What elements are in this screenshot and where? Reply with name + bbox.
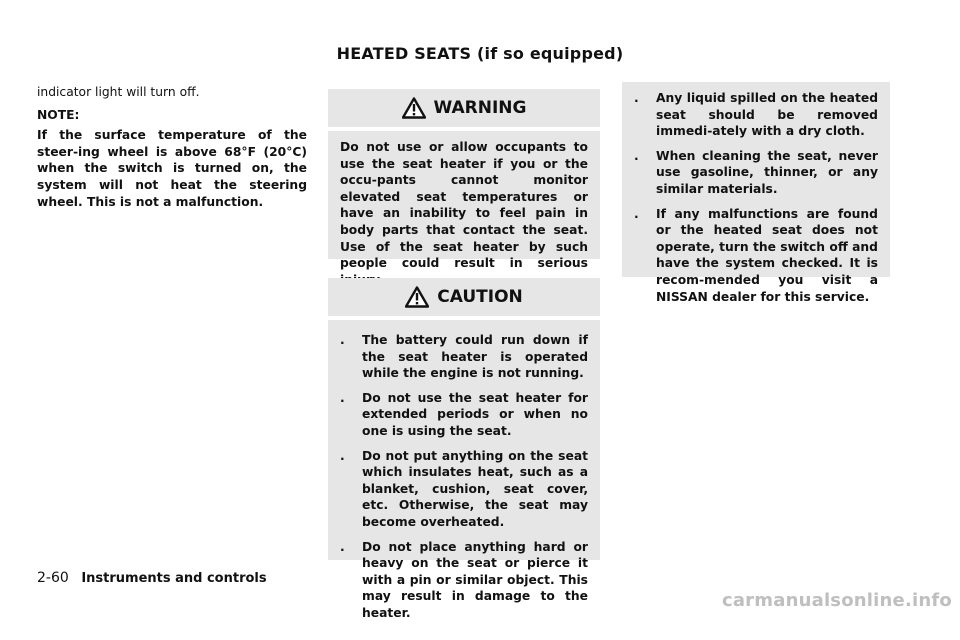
continuation-text: indicator light will turn off. — [37, 85, 200, 99]
caution-triangle-icon — [405, 286, 429, 308]
caution-header — [328, 278, 600, 316]
warning-item: . Any liquid spilled on the heated seat should be removed immedi-ately with a dry cloth. — [634, 91, 878, 139]
warning-item: . When cleaning the seat, never use gasoline, thinner, or any similar materials. — [634, 148, 878, 196]
warning-header — [328, 89, 600, 127]
warning-title: WARNING — [433, 98, 527, 118]
watermark: carmanualsonline.info — [721, 590, 952, 611]
page-number: 2-60 — [37, 570, 69, 586]
warning-item: . If any malfunctions are found or the heated seat does not operate, turn the switch off and have the system checked. It is recom-mended you visit a NISSAN dealer for this service. — [634, 206, 878, 304]
caution-box — [328, 278, 600, 620]
caution-title: CAUTION — [437, 287, 523, 307]
note-text: If the surface temperature of the steer-ing wheel is above 68°F (20°C) when the switch is turned on, the system will not heat the steering wheel. This is not a malfunction. — [37, 128, 307, 209]
caution-item: . Do not put anything on the seat which insulates heat, such as a blanket, cushion, seat cover, etc. Otherwise, the seat may become overheated. — [340, 448, 588, 529]
chapter-name: Instruments and controls — [81, 571, 267, 586]
warning-text: Do not use or allow occupants to use the seat heater if you or the occu-pants cannot monitor elevated seat temperatures or have an inability to feel pain in body parts that contact the seat. Use of the seat heater by such people could result in serious — [340, 140, 588, 271]
left-column — [37, 84, 307, 210]
caution-item: . The battery could run down if the seat heater is operated while the engine is not running. — [340, 333, 588, 381]
caution-item: . Do not use the seat heater for extended periods or when no one is using the seat. — [340, 390, 588, 438]
warning-continued-box — [622, 82, 890, 304]
note-label: NOTE: — [37, 107, 80, 122]
warning-box — [328, 89, 600, 271]
section-title: HEATED SEATS (if so equipped) — [336, 44, 624, 63]
page-footer — [37, 570, 267, 586]
warning-triangle-icon — [402, 97, 426, 119]
caution-item: . Do not place anything hard or heavy on the seat or pierce it with a pin or similar object. This may result in damage to the heater. — [340, 539, 588, 620]
